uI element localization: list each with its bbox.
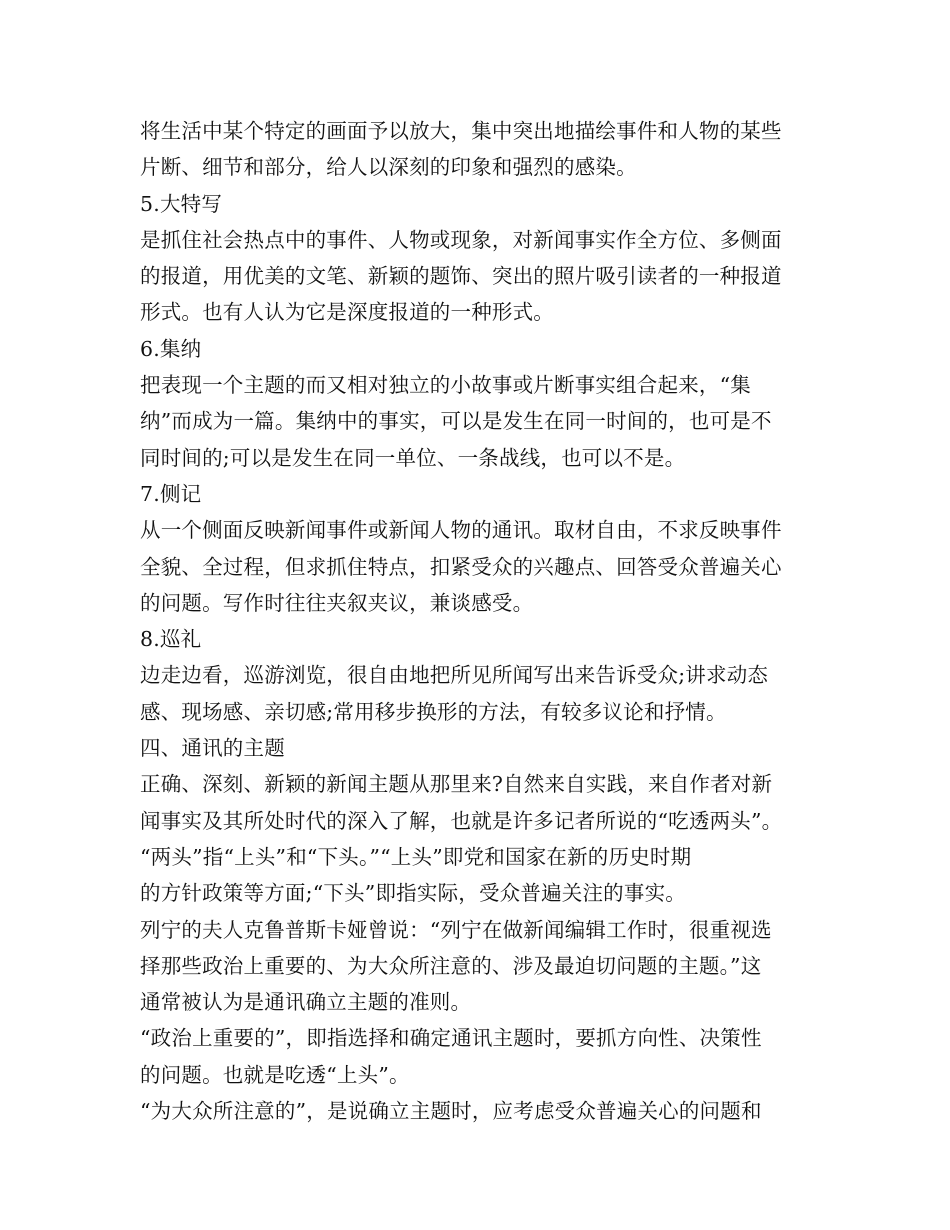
text-line: 是抓住社会热点中的事件、人物或现象，对新闻事实作全方位、多侧面 xyxy=(140,227,782,252)
text-line: 从一个侧面反映新闻事件或新闻人物的通讯。取材自由，不求反映事件 xyxy=(140,518,782,543)
text-line: 列宁的夫人克鲁普斯卡娅曾说：“列宁在做新闻编辑工作时，很重视选 xyxy=(140,917,772,942)
text-line: “政治上重要的”，即指选择和确定通讯主题时，要抓方向性、决策性 xyxy=(140,1026,762,1051)
text-line: 的方针政策等方面;“下头”即指实际，受众普遍关注的事实。 xyxy=(140,881,686,906)
text-line: 择那些政治上重要的、为大众所注意的、涉及最迫切问题的主题。”这 xyxy=(140,953,762,978)
text-line: 形式。也有人认为它是深度报道的一种形式。 xyxy=(140,300,554,325)
text-line: 感、现场感、亲切感;常用移步换形的方法，有较多议论和抒情。 xyxy=(140,699,727,724)
text-line: 将生活中某个特定的画面予以放大，集中突出地描绘事件和人物的某些 xyxy=(140,119,782,143)
text-line: 的报道，用优美的文笔、新颖的题饰、突出的照片吸引读者的一种报道 xyxy=(140,264,782,289)
text-line: 闻事实及其所处时代的深入了解，也就是许多记者所说的“吃透两头”。 xyxy=(140,808,783,833)
section-heading: 5.大特写 xyxy=(140,191,223,216)
chapter-heading: 四、通讯的主题 xyxy=(140,736,285,761)
text-line: 的问题。也就是吃透“上头”。 xyxy=(140,1062,410,1087)
text-line: 片断、细节和部分，给人以深刻的印象和强烈的感染。 xyxy=(140,155,637,180)
text-line: 同时间的;可以是发生在同一单位、一条战线，也可以不是。 xyxy=(140,445,686,470)
text-line: “两头”指“上头”和“下头。”“上头”即党和国家在新的历史时期 xyxy=(140,844,692,869)
text-line: 全貌、全过程，但求抓住特点，扣紧受众的兴趣点、回答受众普遍关心 xyxy=(140,554,782,579)
text-line: 把表现一个主题的而又相对独立的小故事或片断事实组合起来，“集 xyxy=(140,373,751,398)
text-line: 的问题。写作时往往夹叙夹议，兼谈感受。 xyxy=(140,590,534,615)
text-line: 正确、深刻、新颖的新闻主题从那里来?自然来自实践，来自作者对新 xyxy=(140,772,773,797)
document-body xyxy=(140,113,830,1129)
section-heading: 8.巡礼 xyxy=(140,627,202,652)
text-line: 纳”而成为一篇。集纳中的事实，可以是发生在同一时间的，也可是不 xyxy=(140,409,772,434)
text-line: 边走边看，巡游浏览，很自由地把所见所闻写出来告诉受众;讲求动态 xyxy=(140,663,769,688)
text-line: 通常被认为是通讯确立主题的准则。 xyxy=(140,990,472,1015)
text-line: “为大众所注意的”，是说确立主题时，应考虑受众普遍关心的问题和 xyxy=(140,1099,762,1124)
section-heading: 6.集纳 xyxy=(140,336,202,361)
section-heading: 7.侧记 xyxy=(140,481,202,506)
